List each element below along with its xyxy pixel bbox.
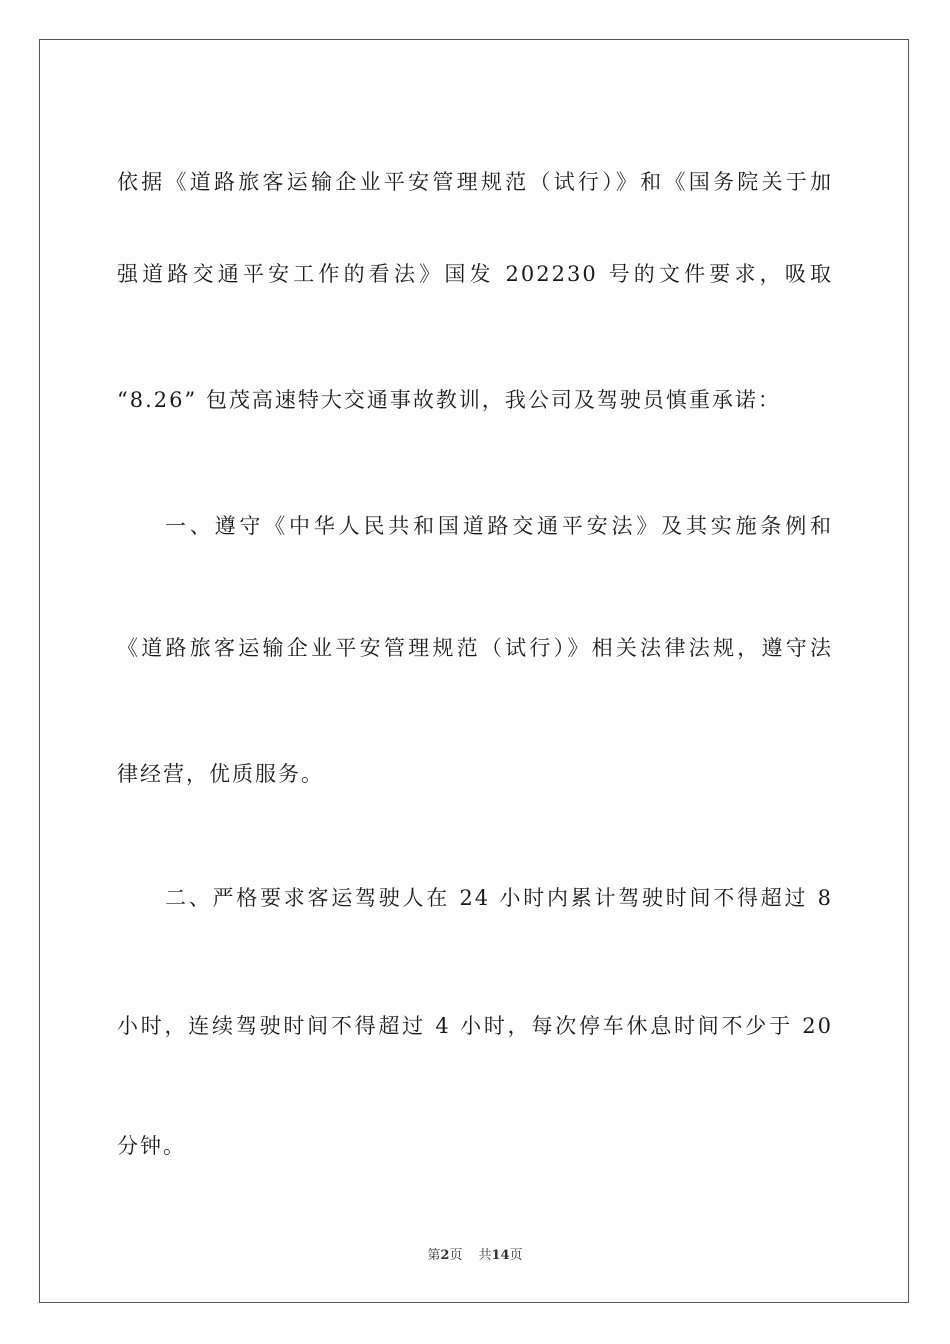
page-border: [39, 39, 909, 1303]
paragraph-2-line-1: 一、遵守《中华人民共和国道路交通平安法》及其实施条例和: [165, 514, 833, 538]
paragraph-1-line-3: “8.26” 包茂高速特大交通事故教训，我公司及驾驶员慎重承诺：: [117, 388, 781, 412]
paragraph-2-line-3: 律经营，优质服务。: [117, 762, 324, 786]
page-suffix: 页: [449, 1248, 463, 1263]
paragraph-3-line-2: 小时，连续驾驶时间不得超过 4 小时，每次停车休息时间不少于 20: [117, 1014, 833, 1038]
paragraph-1-line-2: 强道路交通平安工作的看法》国发 202230 号的文件要求，吸取: [117, 262, 833, 286]
page-footer: [0, 1247, 950, 1265]
paragraph-2-line-2: 《道路旅客运输企业平安管理规范（试行）》相关法律法规，遵守法: [117, 636, 833, 660]
total-suffix: 页: [509, 1248, 523, 1263]
paragraph-3-line-1: 二、严格要求客运驾驶人在 24 小时内累计驾驶时间不得超过 8: [165, 886, 833, 910]
paragraph-1-line-1: 依据《道路旅客运输企业平安管理规范（试行）》和《国务院关于加: [117, 170, 833, 194]
page-number: 2: [440, 1248, 450, 1263]
paragraph-3-line-3: 分钟。: [117, 1134, 186, 1158]
total-pages: 14: [491, 1248, 510, 1263]
total-prefix: 共: [478, 1248, 492, 1263]
page-prefix: 第: [427, 1248, 441, 1263]
